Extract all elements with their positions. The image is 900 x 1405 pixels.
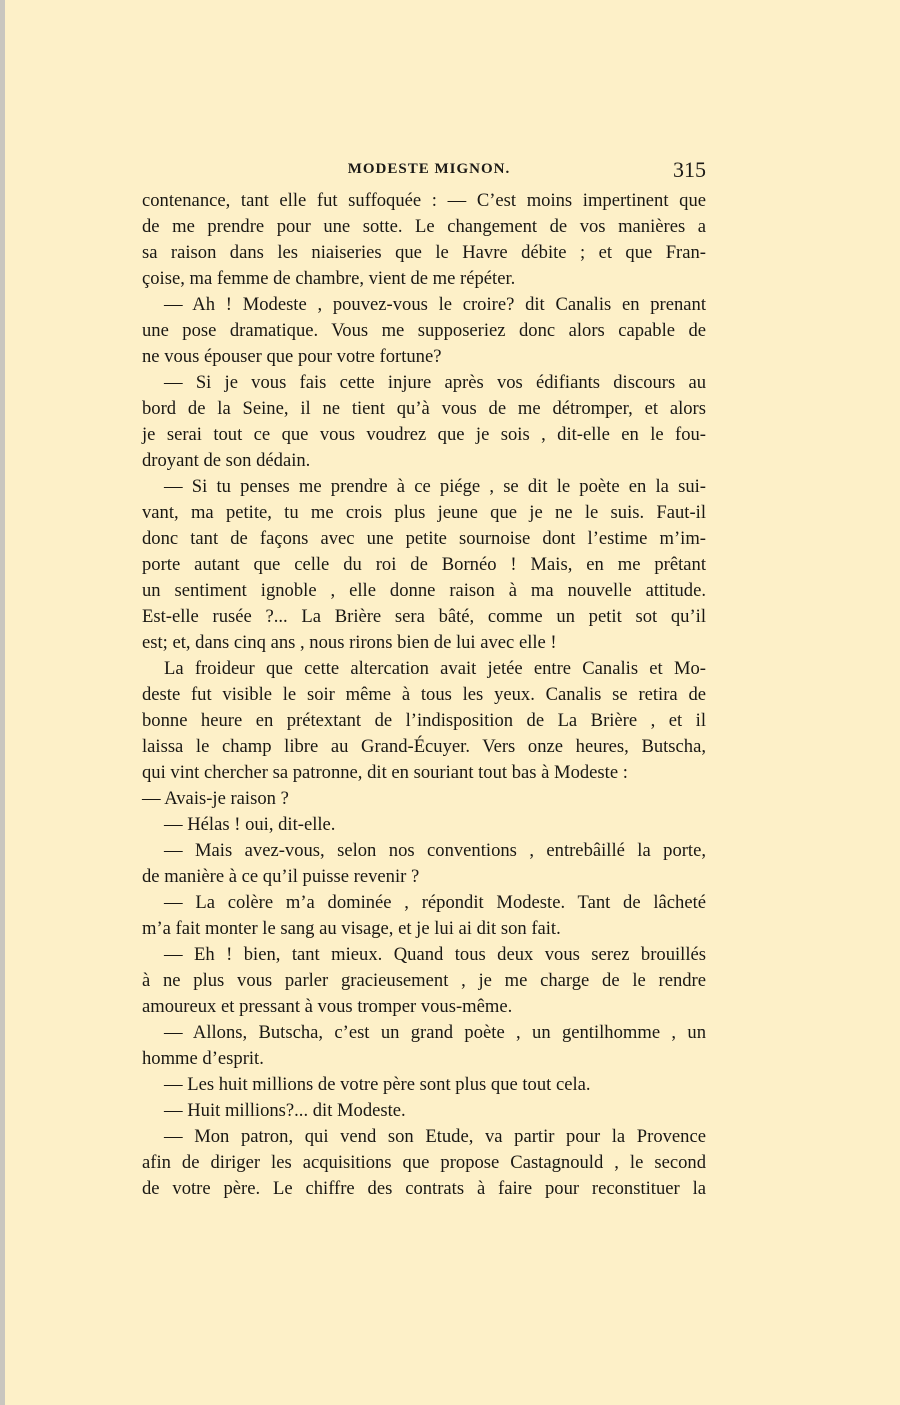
text-line: — Les huit millions de votre père sont plus que tout cela.	[164, 1074, 591, 1095]
paragraph	[142, 1020, 706, 1072]
body-text	[142, 188, 706, 1202]
text-line: — Allons, Butscha, c’est un grand poète , un gentilhomme , un	[164, 1022, 706, 1043]
text-line: contenance, tant elle fut suffoquée : — C’est moins impertinent que	[142, 190, 706, 211]
text-line: La froideur que cette altercation avait jetée entre Canalis et Mo-	[164, 658, 706, 679]
paragraph	[142, 370, 706, 474]
text-line: est; et, dans cinq ans , nous rirons bien de lui avec elle !	[142, 632, 557, 653]
paragraph	[142, 942, 706, 1020]
text-line: bord de la Seine, il ne tient qu’à vous de me détromper, et alors	[142, 398, 706, 419]
text-line: une pose dramatique. Vous me supposeriez donc alors capable de	[142, 320, 706, 341]
text-line: droyant de son dédain.	[142, 450, 311, 471]
text-line: homme d’esprit.	[142, 1048, 264, 1069]
paragraph	[142, 1072, 706, 1098]
text-line: — Huit millions?... dit Modeste.	[164, 1100, 406, 1121]
text-line: porte autant que celle du roi de Bornéo ! Mais, en me prêtant	[142, 554, 706, 575]
text-line: sa raison dans les niaiseries que le Havre débite ; et que Fran-	[142, 242, 706, 263]
book-page	[5, 0, 900, 1405]
text-line: qui vint chercher sa patronne, dit en souriant tout bas à Modeste :	[142, 762, 628, 783]
text-line: — Si je vous fais cette injure après vos édifiants discours au	[164, 372, 706, 393]
text-line: donc tant de façons avec une petite sournoise dont l’estime m’im-	[142, 528, 706, 549]
text-line: — Mais avez-vous, selon nos conventions , entrebâillé la porte,	[164, 840, 706, 861]
text-line: je serai tout ce que vous voudrez que je sois , dit-elle en le fou-	[142, 424, 706, 445]
text-line: amoureux et pressant à vous tromper vous-même.	[142, 996, 513, 1017]
text-line: — Si tu penses me prendre à ce piége , se dit le poète en la sui-	[164, 476, 706, 497]
paragraph	[142, 188, 706, 292]
paragraph	[142, 838, 706, 890]
paragraph	[142, 890, 706, 942]
text-line: çoise, ma femme de chambre, vient de me répéter.	[142, 268, 516, 289]
text-line: de manière à ce qu’il puisse revenir ?	[142, 866, 420, 887]
text-line: deste fut visible le soir même à tous les yeux. Canalis se retira de	[142, 684, 706, 705]
text-line: — Avais-je raison ?	[142, 788, 289, 809]
paragraph	[142, 656, 706, 786]
text-line: ne vous épouser que pour votre fortune?	[142, 346, 442, 367]
page-number: 315	[673, 157, 706, 182]
text-line: un sentiment ignoble , elle donne raison à ma nouvelle attitude.	[142, 580, 706, 601]
text-line: m’a fait monter le sang au visage, et je lui ai dit son fait.	[142, 918, 561, 939]
text-line: bonne heure en prétextant de l’indisposition de La Brière , et il	[142, 710, 706, 731]
paragraph	[142, 812, 706, 838]
text-line: de votre père. Le chiffre des contrats à faire pour reconstituer la	[142, 1178, 706, 1199]
paragraph	[142, 474, 706, 656]
text-line: — Hélas ! oui, dit-elle.	[164, 814, 336, 835]
running-head	[142, 157, 706, 185]
text-line: — La colère m’a dominée , répondit Modeste. Tant de lâcheté	[164, 892, 706, 913]
text-line: — Ah ! Modeste , pouvez-vous le croire? dit Canalis en prenant	[164, 294, 706, 315]
text-line: vant, ma petite, tu me crois plus jeune que je ne le suis. Faut-il	[142, 502, 706, 523]
paragraph	[142, 786, 706, 812]
paragraph	[142, 1098, 706, 1124]
text-line: Est-elle rusée ?... La Brière sera bâté, comme un petit sot qu’il	[142, 606, 706, 627]
text-line: de me prendre pour une sotte. Le changement de vos manières a	[142, 216, 706, 237]
text-line: — Eh ! bien, tant mieux. Quand tous deux vous serez brouillés	[164, 944, 706, 965]
paragraph	[142, 1124, 706, 1202]
text-line: afin de diriger les acquisitions que propose Castagnould , le second	[142, 1152, 706, 1173]
text-line: à ne plus vous parler gracieusement , je me charge de le rendre	[142, 970, 706, 991]
text-line: laissa le champ libre au Grand-Écuyer. Vers onze heures, Butscha,	[142, 736, 706, 757]
text-line: — Mon patron, qui vend son Etude, va partir pour la Provence	[164, 1126, 706, 1147]
running-title: MODESTE MIGNON.	[347, 161, 511, 177]
paragraph	[142, 292, 706, 370]
